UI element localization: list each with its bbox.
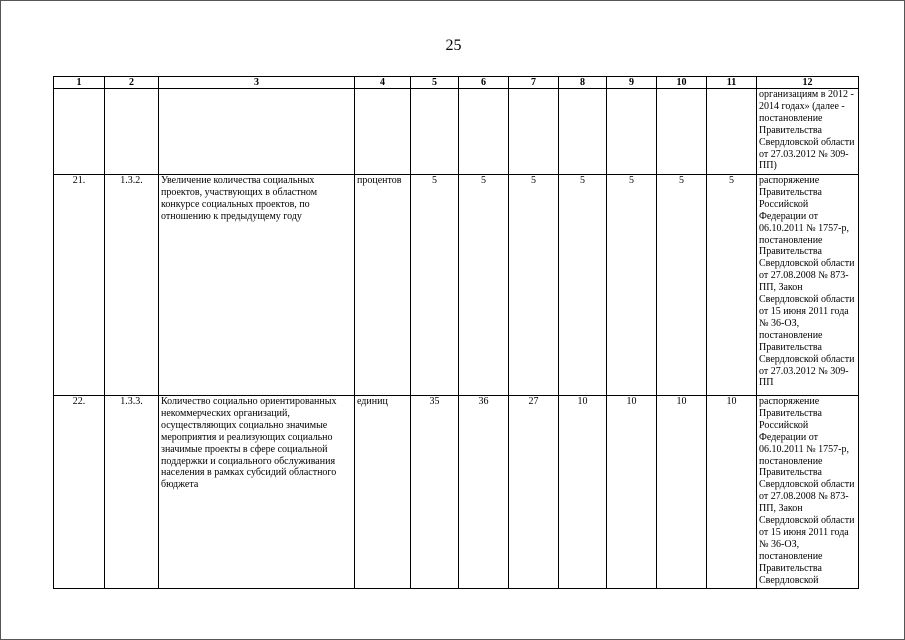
header-cell: 6 [459, 77, 509, 89]
header-cell: 10 [657, 77, 707, 89]
header-cell: 8 [559, 77, 607, 89]
value-cell: 5 [707, 175, 757, 396]
table-row [54, 89, 859, 175]
header-cell: 9 [607, 77, 657, 89]
header-cell: 7 [509, 77, 559, 89]
value-cell: 35 [411, 396, 459, 589]
page-number: 25 [445, 37, 462, 54]
source-document-cell: организациям в 2012 - 2014 годах» (далее - постановление Правительства Свердловской области от 27.03.2012 № 309-ПП) [757, 89, 859, 175]
value-cell: 5 [657, 175, 707, 396]
value-cell: 10 [607, 396, 657, 589]
indicator-code [105, 89, 159, 175]
unit-cell: единиц [355, 396, 411, 589]
value-cell [509, 89, 559, 175]
header-cell: 4 [355, 77, 411, 89]
header-cell: 5 [411, 77, 459, 89]
source-document-cell: распоряжение Правительства Российской Федерации от 06.10.2011 № 1757-р, постановление Правительства Свердловской области от 27.08.2008 № 873-ПП, Закон Свердловской области от 15 июня 2011 года № 36-ОЗ, постановление Правительства Свердловской [757, 396, 859, 589]
value-cell [559, 89, 607, 175]
indicator-name [159, 89, 355, 175]
header-cell: 3 [159, 77, 355, 89]
table-row [54, 175, 859, 396]
indicator-code: 1.3.3. [105, 396, 159, 589]
value-cell: 5 [411, 175, 459, 396]
header-cell: 11 [707, 77, 757, 89]
value-cell: 5 [509, 175, 559, 396]
value-cell: 27 [509, 396, 559, 589]
value-cell: 5 [559, 175, 607, 396]
value-cell: 36 [459, 396, 509, 589]
value-cell: 10 [707, 396, 757, 589]
indicators-table [53, 76, 859, 589]
value-cell [657, 89, 707, 175]
unit-cell [355, 89, 411, 175]
row-number: 22. [54, 396, 105, 589]
value-cell: 10 [559, 396, 607, 589]
source-document-cell: распоряжение Правительства Российской Федерации от 06.10.2011 № 1757-р, постановление Правительства Свердловской области от 27.08.2008 № 873-ПП, Закон Свердловской области от 15 июня 2011 года № 36-ОЗ, постановление Правительства Свердловской области от 27.03.2012 № 309-ПП [757, 175, 859, 396]
value-cell [707, 89, 757, 175]
value-cell [607, 89, 657, 175]
value-cell [411, 89, 459, 175]
header-row [54, 77, 859, 89]
header-cell: 12 [757, 77, 859, 89]
indicator-code: 1.3.2. [105, 175, 159, 396]
value-cell: 5 [459, 175, 509, 396]
indicator-name: Количество социально ориентированных некоммерческих организаций, осуществляющих социально значимые мероприятия и реализующих социально значимые проекты в сфере социальной поддержки и социального обслуживания населения в рамках субсидий областного бюджета [159, 396, 355, 589]
row-number [54, 89, 105, 175]
header-cell: 2 [105, 77, 159, 89]
value-cell: 10 [657, 396, 707, 589]
value-cell: 5 [607, 175, 657, 396]
row-number: 21. [54, 175, 105, 396]
unit-cell: процентов [355, 175, 411, 396]
header-cell: 1 [54, 77, 105, 89]
indicator-name: Увеличение количества социальных проектов, участвующих в областном конкурсе социальных проектов, по отношению к предыдущему году [159, 175, 355, 396]
table-row [54, 396, 859, 589]
value-cell [459, 89, 509, 175]
